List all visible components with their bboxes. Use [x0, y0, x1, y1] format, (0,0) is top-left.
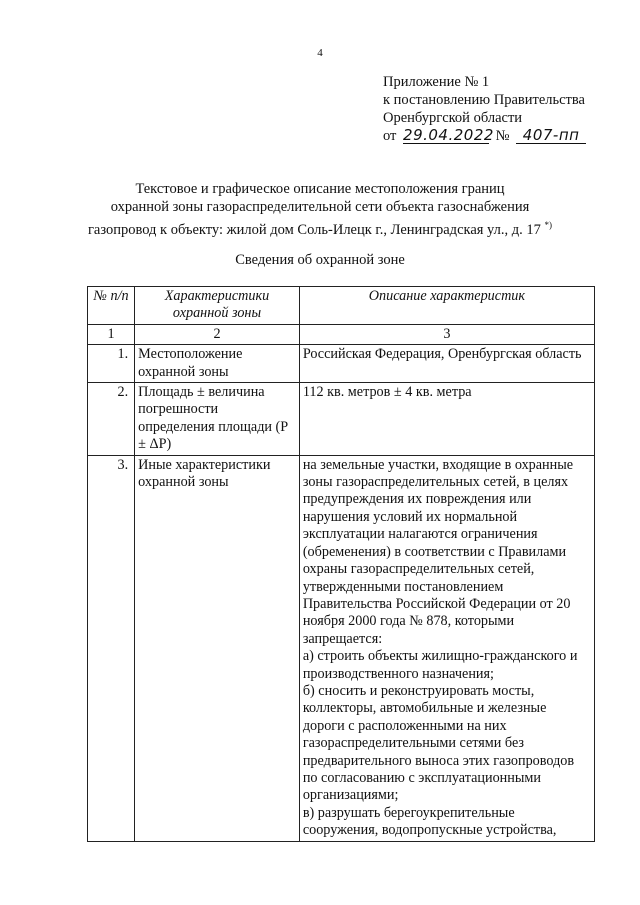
appendix-date-line	[383, 127, 586, 145]
row-description: 112 кв. метров ± 4 кв. метра	[299, 383, 594, 456]
row-description	[299, 455, 594, 841]
handwritten-number: 407-пп	[516, 128, 586, 144]
row-number: 3.	[88, 455, 135, 841]
number-label: №	[495, 128, 510, 144]
appendix-line-1: Приложение № 1	[383, 74, 490, 90]
handwritten-date: 29.04.2022	[403, 126, 494, 144]
page-number: 4	[317, 47, 323, 59]
zone-info-table	[87, 286, 595, 842]
title-line-3	[60, 216, 580, 239]
header-description: Описание характеристик	[299, 287, 594, 325]
appendix-line-3: Оренбургской области	[383, 110, 523, 126]
row-characteristic: Местоположение охранной зоны	[135, 345, 300, 383]
table-header-row	[88, 287, 595, 325]
column-number: 2	[135, 324, 300, 344]
appendix-line-2: к постановлению Правительства	[383, 92, 585, 108]
title-line-3-text: газопровод к объекту: жилой дом Соль-Илецк г., Ленинградская ул., д. 17	[87, 221, 541, 238]
appendix-block	[383, 73, 586, 145]
description-item-a: а) строить объекты жилищно-гражданского и производственного назначения;	[302, 648, 578, 682]
row-number: 1.	[88, 345, 135, 383]
footnote-mark: *)	[544, 220, 553, 230]
column-number-row	[88, 324, 595, 344]
header-number: № п/п	[88, 287, 135, 325]
title-line-2: охранной зоны газораспределительной сети объекта газоснабжения	[110, 199, 530, 215]
from-label: от	[383, 128, 397, 144]
table-row	[88, 455, 595, 841]
row-characteristic: Площадь ± величина погрешности определения площади (Р ± ΔР)	[135, 383, 300, 456]
description-item-c: в) разрушать берегоукрепительные сооружения, водопропускные устройства,	[302, 804, 557, 839]
table-row	[88, 383, 595, 456]
header-characteristics: Характеристики охранной зоны	[135, 287, 300, 325]
table-row	[88, 345, 595, 383]
description-paragraph: на земельные участки, входящие в охранные зоны газораспределительных сетей, в целях предупреждения их повреждения или нарушения условий их нормальной эксплуатации налагаются ограничения (обременения) в соответствии с Правилами охраны газораспределительных сетей, утвержденными постановлением Правительства Российской Федерации от 20 ноября 2000 года № 878, которыми запрещается:	[302, 456, 574, 647]
row-characteristic: Иные характеристики охранной зоны	[135, 455, 300, 841]
row-number: 2.	[88, 383, 135, 456]
row-description: Российская Федерация, Оренбургская область	[299, 345, 594, 383]
section-subtitle: Сведения об охранной зоне	[235, 252, 405, 268]
title-line-1: Текстовое и графическое описание местоположения границ	[135, 181, 505, 197]
document-title	[60, 180, 580, 239]
description-item-b: б) сносить и реконструировать мосты, коллекторы, автомобильные и железные дороги с расположенными на них газораспределительными сетями без предварительного выноса этих газопроводов по согласованию с эксплуатационными организациями;	[302, 682, 575, 804]
column-number: 1	[88, 324, 135, 344]
column-number: 3	[299, 324, 594, 344]
